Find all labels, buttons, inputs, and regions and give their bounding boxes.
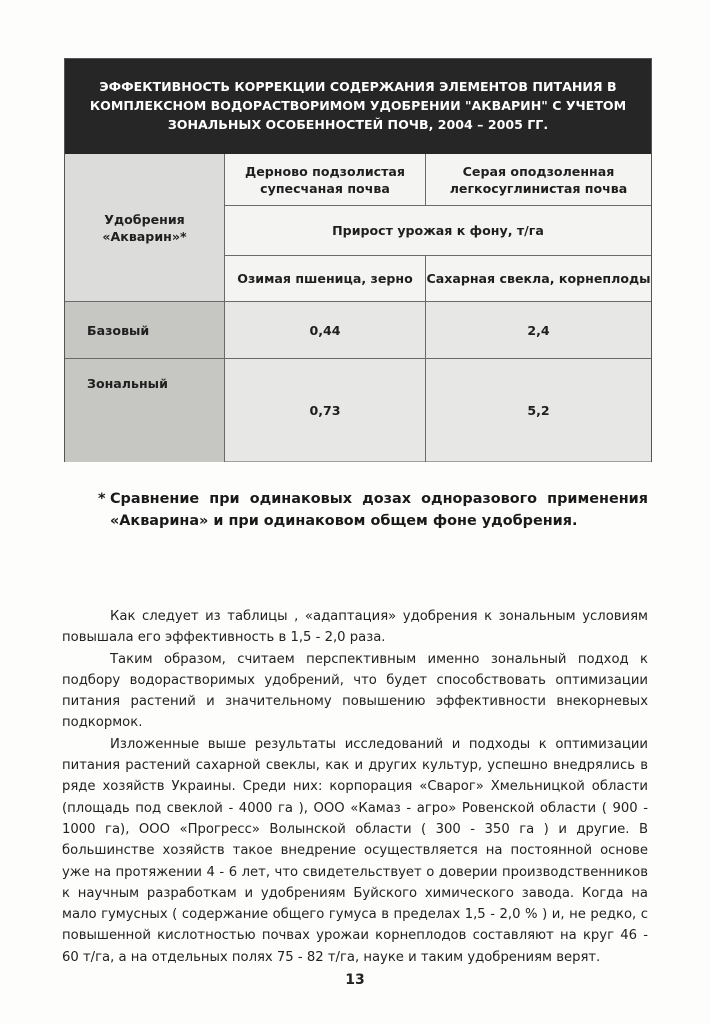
soil-2-line: Серая оподзоленная <box>462 164 615 179</box>
table-cell-value: 2,4 <box>527 322 550 338</box>
paragraph: Изложенные выше результаты исследований и подходы к оптимизации питания растений сахарной свеклы, как и других культур, успешно внедрялись в ряде хозяйств Украины. Среди них: корпорация «Сварог» Хмельницкой области (площадь под свеклой - 4000 га ), ООО «Камаз - агро» Ровенской области ( 900 - 1000 га), ООО «Прогресс» Волынской области ( 300 - 350 га ) и другие. В большинстве хозяйств такое внедрение осуществляется на постоянной основе уже на протяжении 4 - 6 лет, что свидетельствует о доверии производственников к научным разработкам и удобрениям Буйского химического завода. Когда на мало гумусных ( содержание общего гумуса в пределах 1,5 - 2,0 % ) и, не редко, с повышенной кислотностью почвах урожаи корнеплодов составляют на круг 46 - 60 т/га, а на отдельных полях 75 - 82 т/га, науке и таким удобрениям верят. <box>62 736 648 965</box>
soil-1-header-cell <box>225 155 425 205</box>
yield-header-cell: Прирост урожая к фону, т/га <box>332 223 544 238</box>
crop-1-header-cell: Озимая пшеница, зерно <box>237 271 413 286</box>
soil-1-line: супесчаная почва <box>260 181 390 196</box>
table-title-line: ЗОНАЛЬНЫХ ОСОБЕННОСТЕЙ ПОЧВ, 2004 – 2005 ГГ. <box>167 117 549 132</box>
table-footnote <box>98 488 648 532</box>
page-number: 13 <box>345 972 365 988</box>
paragraph: Как следует из таблицы , «адаптация» удобрения к зональным условиям повышала его эффективность в 1,5 - 2,0 раза. <box>62 609 648 646</box>
soil-1-line: Дерново подзолистая <box>244 164 406 179</box>
table-cell-value: 0,44 <box>309 322 341 338</box>
table-cell-value: 5,2 <box>527 403 550 418</box>
table-title-line: КОМПЛЕКСНОМ ВОДОРАСТВОРИМОМ УДОБРЕНИИ "АКВАРИН" С УЧЕТОМ <box>89 98 627 113</box>
table-cell-value: 0,73 <box>309 403 341 418</box>
table-row-label: Базовый <box>87 322 150 338</box>
fertilizer-header-line: Удобрения <box>104 211 185 227</box>
crop-2-header-cell: Сахарная свекла, корнеплоды <box>426 271 651 286</box>
table-title-line: ЭФФЕКТИВНОСТЬ КОРРЕКЦИИ СОДЕРЖАНИЯ ЭЛЕМЕНТОВ ПИТАНИЯ В <box>99 79 617 94</box>
fertilizer-header-line: «Акварин»* <box>102 228 187 244</box>
fertilizer-header-cell <box>65 154 224 301</box>
soil-2-line: легкосуглинистая почва <box>449 181 628 196</box>
body-text <box>62 606 648 968</box>
footnote-asterisk: * <box>98 491 106 507</box>
paragraph: Таким образом, считаем перспективным именно зональный подход к подбору водорастворимых удобрений, что будет способствовать оптимизации питания растений и значительному повышению эффективности внекорневых подкормок. <box>62 651 648 731</box>
footnote-text: Сравнение при одинаковых дозах одноразового применения «Акварина» и при одинаковом общем фоне удобрения. <box>110 491 648 529</box>
yield-table <box>64 58 652 462</box>
table-row-label: Зональный <box>87 375 168 391</box>
table-title <box>65 59 651 154</box>
soil-2-header-cell <box>426 155 651 205</box>
